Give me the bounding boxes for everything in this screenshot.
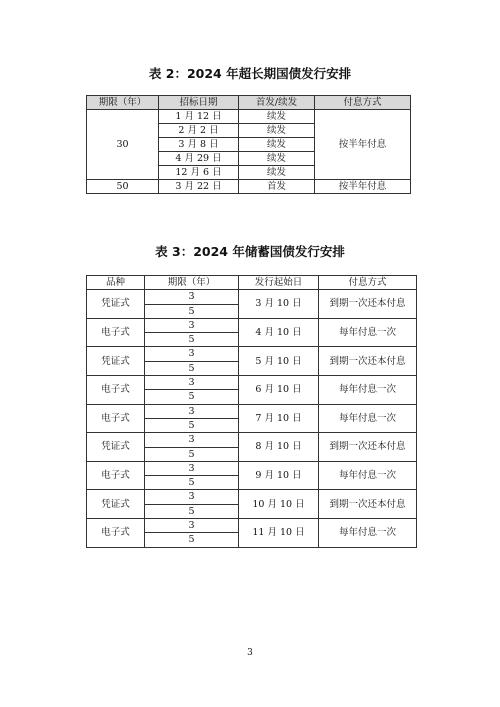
table2-header-row bbox=[87, 96, 411, 110]
start-cell: 3 月 10 日 bbox=[239, 290, 319, 319]
start-cell: 11 月 10 日 bbox=[239, 519, 319, 548]
table-row bbox=[87, 110, 411, 124]
term-cell: 3 bbox=[145, 519, 239, 533]
term-cell: 3 bbox=[145, 376, 239, 390]
term-cell: 5 bbox=[145, 533, 239, 547]
payment-cell: 按半年付息 bbox=[315, 180, 411, 194]
start-cell: 7 月 10 日 bbox=[239, 404, 319, 433]
kind-cell: 电子式 bbox=[87, 376, 145, 405]
start-cell: 10 月 10 日 bbox=[239, 490, 319, 519]
type-cell: 续发 bbox=[239, 138, 315, 152]
table3-header-row bbox=[87, 276, 417, 290]
table2 bbox=[86, 95, 411, 194]
payment-cell: 每年付息一次 bbox=[319, 461, 417, 490]
table2-header-type: 首发/续发 bbox=[239, 96, 315, 110]
table3 bbox=[86, 275, 417, 548]
payment-cell: 每年付息一次 bbox=[319, 519, 417, 548]
page-number: 3 bbox=[247, 648, 253, 658]
term-cell: 5 bbox=[145, 361, 239, 375]
start-cell: 8 月 10 日 bbox=[239, 433, 319, 462]
kind-cell: 凭证式 bbox=[87, 490, 145, 519]
term-cell: 3 bbox=[145, 290, 239, 304]
table-row bbox=[87, 461, 417, 475]
table-row bbox=[87, 433, 417, 447]
term-cell: 3 bbox=[145, 318, 239, 332]
term-cell: 5 bbox=[145, 447, 239, 461]
term-cell: 5 bbox=[145, 418, 239, 432]
payment-cell: 每年付息一次 bbox=[319, 404, 417, 433]
term-cell: 50 bbox=[87, 180, 159, 194]
term-cell: 3 bbox=[145, 461, 239, 475]
table-row bbox=[87, 376, 417, 390]
table-row bbox=[87, 290, 417, 304]
table3-body bbox=[87, 290, 417, 547]
term-cell: 3 bbox=[145, 490, 239, 504]
kind-cell: 凭证式 bbox=[87, 347, 145, 376]
date-cell: 3 月 22 日 bbox=[159, 180, 239, 194]
term-cell: 3 bbox=[145, 404, 239, 418]
start-cell: 5 月 10 日 bbox=[239, 347, 319, 376]
table3-header-payment: 付息方式 bbox=[319, 276, 417, 290]
date-cell: 3 月 8 日 bbox=[159, 138, 239, 152]
type-cell: 续发 bbox=[239, 152, 315, 166]
term-cell: 3 bbox=[145, 433, 239, 447]
date-cell: 12 月 6 日 bbox=[159, 166, 239, 180]
payment-cell: 到期一次还本付息 bbox=[319, 433, 417, 462]
term-cell: 5 bbox=[145, 333, 239, 347]
table-row bbox=[87, 180, 411, 194]
table-row bbox=[87, 519, 417, 533]
table2-header-payment: 付息方式 bbox=[315, 96, 411, 110]
table2-header-term: 期限（年） bbox=[87, 96, 159, 110]
table3-header-term: 期限（年） bbox=[145, 276, 239, 290]
kind-cell: 电子式 bbox=[87, 461, 145, 490]
payment-cell: 到期一次还本付息 bbox=[319, 290, 417, 319]
table-row bbox=[87, 490, 417, 504]
kind-cell: 凭证式 bbox=[87, 433, 145, 462]
term-cell: 3 bbox=[145, 347, 239, 361]
date-cell: 1 月 12 日 bbox=[159, 110, 239, 124]
payment-cell: 每年付息一次 bbox=[319, 318, 417, 347]
term-cell: 5 bbox=[145, 390, 239, 404]
kind-cell: 电子式 bbox=[87, 318, 145, 347]
start-cell: 4 月 10 日 bbox=[239, 318, 319, 347]
type-cell: 首发 bbox=[239, 180, 315, 194]
kind-cell: 电子式 bbox=[87, 519, 145, 548]
table-row bbox=[87, 404, 417, 418]
start-cell: 6 月 10 日 bbox=[239, 376, 319, 405]
table3-header-kind: 品种 bbox=[87, 276, 145, 290]
start-cell: 9 月 10 日 bbox=[239, 461, 319, 490]
type-cell: 续发 bbox=[239, 124, 315, 138]
table2-title: 表 2：2024 年超长期国债发行安排 bbox=[148, 66, 352, 81]
term-cell: 5 bbox=[145, 304, 239, 318]
term-cell: 5 bbox=[145, 476, 239, 490]
type-cell: 续发 bbox=[239, 166, 315, 180]
table2-header-date: 招标日期 bbox=[159, 96, 239, 110]
type-cell: 续发 bbox=[239, 110, 315, 124]
payment-cell: 按半年付息 bbox=[315, 110, 411, 180]
kind-cell: 凭证式 bbox=[87, 290, 145, 319]
payment-cell: 每年付息一次 bbox=[319, 376, 417, 405]
table-row bbox=[87, 318, 417, 332]
kind-cell: 电子式 bbox=[87, 404, 145, 433]
table-row bbox=[87, 347, 417, 361]
table3-title: 表 3：2024 年储蓄国债发行安排 bbox=[155, 244, 345, 259]
term-cell: 5 bbox=[145, 504, 239, 518]
payment-cell: 到期一次还本付息 bbox=[319, 490, 417, 519]
date-cell: 2 月 2 日 bbox=[159, 124, 239, 138]
payment-cell: 到期一次还本付息 bbox=[319, 347, 417, 376]
date-cell: 4 月 29 日 bbox=[159, 152, 239, 166]
table3-header-start: 发行起始日 bbox=[239, 276, 319, 290]
term-cell: 30 bbox=[87, 110, 159, 180]
